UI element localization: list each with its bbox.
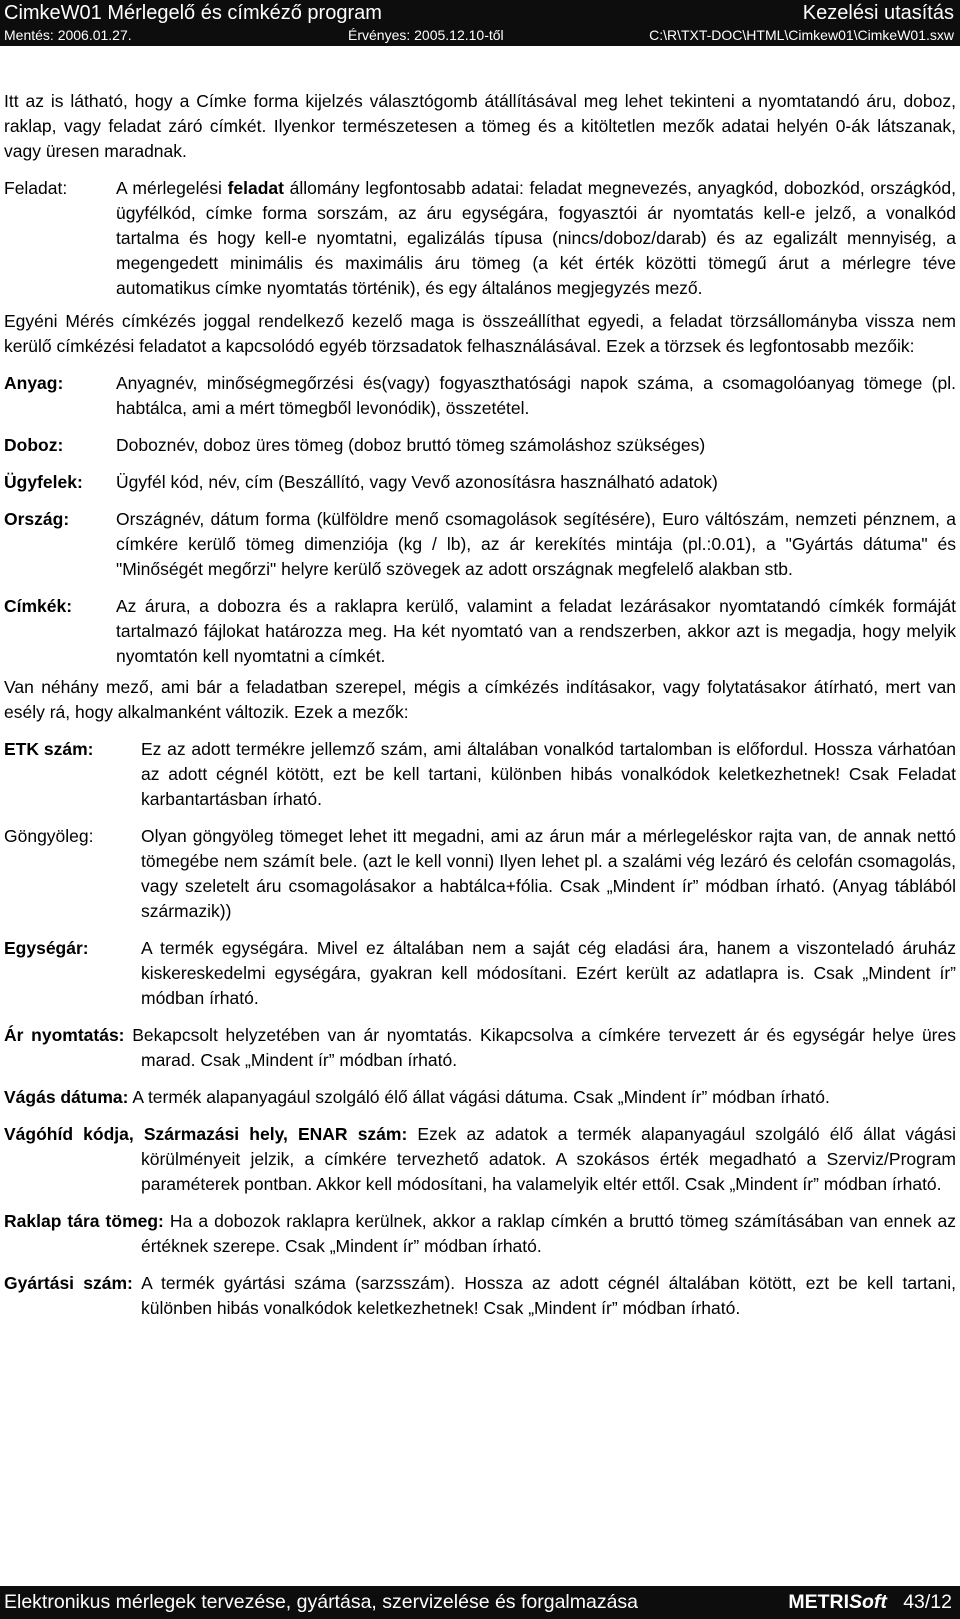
torzs-label: Címkék: — [4, 596, 73, 616]
document-body — [4, 89, 956, 1321]
extra-entry-ar-nyomtatas — [4, 1023, 956, 1073]
page-footer — [0, 1586, 960, 1619]
extra-text: Ezek az adatok a termék alapanyagául szolgáló élő állat vágási körülményeit jelzik, a címkére tervezhető adatok. A szokásos érték megadható a Szerviz/Program paraméterek pontban. Akkor kell módosítani, ha valamelyik eltér ettől. Csak „Mindent ír” módban írható. — [141, 1124, 956, 1194]
header-app-title: CimkeW01 Mérlegelő és címkéző program — [4, 2, 382, 24]
intro-paragraph: Itt az is látható, hogy a Címke forma kijelzés választógomb átállításával meg lehet tekinteni a nyomtatandó áru, doboz, raklap, vagy feladat záró címkét. Ilyenkor természetesen a tömeg és a kitöltetlen mezők adatai helyén 0-ák látszanak, vagy üresen maradnak. — [4, 91, 956, 161]
extra-label: Vágás dátuma: — [4, 1087, 129, 1107]
torzs-text: Ügyfél kód, név, cím (Beszállító, vagy Vevő azonosításra használható adatok) — [116, 472, 718, 492]
extra-entry-raklap-tara — [4, 1209, 956, 1259]
page-header — [0, 0, 960, 46]
mezo-entry-egysegar — [4, 936, 956, 1011]
torzs-entry-doboz — [4, 433, 956, 458]
page-number: 43/12 — [903, 1591, 952, 1613]
footer-text: Elektronikus mérlegek tervezése, gyártása, szervizelése és forgalmazása — [4, 1591, 639, 1613]
extra-text: A termék alapanyagául szolgáló élő állat vágási dátuma. Csak „Mindent ír” módban írható. — [128, 1087, 830, 1107]
mezo-text: Olyan göngyöleg tömeget lehet itt megadni, ami az árun már a mérlegeléskor rajta van, de annak nettó tömegébe nem számít bele. (azt le kell vonni) Ilyen lehet pl. a szalámi vég lezáró és celofán csomagolás, vagy szeletelt áru csomagolásakor a habtálca+fólia. Csak „Mindent ír” módban írható. (Anyag táblából származik)) — [141, 826, 956, 921]
header-valid-date: Érvényes: 2005.12.10-től — [348, 27, 504, 43]
feladat-keyword: feladat — [227, 178, 284, 198]
brand-logo-text: METRISoft — [788, 1591, 887, 1613]
torzs-entry-cimkek — [4, 594, 956, 669]
mezo-label: ETK szám: — [4, 739, 94, 759]
mezo-label: Göngyöleg: — [4, 826, 94, 846]
van-nehany-paragraph: Van néhány mező, ami bár a feladatban szerepel, mégis a címkézés indításakor, vagy folytatásakor átírható, mert van esély rá, hogy alkalmanként változik. Ezek a mezők: — [4, 677, 956, 722]
torzs-text: Doboznév, doboz üres tömeg (doboz bruttó tömeg számoláshoz szükséges) — [116, 435, 706, 455]
feladat-text: A mérlegelési feladat állomány legfontosabb adatai: feladat megnevezés, anyagkód, dobozkód, országkód, ügyfélkód, címke forma sorszám, az áru egységára, fogyasztói ár nyomtatás kell-e jelző, a vonalkód tartalma és hogy kell-e nyomtatni, egalizálás típusa (nincs/doboz/darab) és az egalizált mennyiség, a megengedett minimális és maximális áru tömeg (a két érték közötti tömegű árut a mérlegre téve automatikus címke nyomtatás történik), és egy általános megjegyzés mező. — [116, 178, 956, 298]
extra-label: Raklap tára tömeg: — [4, 1211, 164, 1231]
header-saved-date: Mentés: 2006.01.27. — [4, 27, 132, 43]
extra-entry-vagohid — [4, 1122, 956, 1197]
extra-text: Bekapcsolt helyzetében van ár nyomtatás. Kikapcsolva a címkére tervezett ár és egységár helye üres marad. Csak „Mindent ír” módban írható. — [124, 1025, 956, 1070]
feladat-label: Feladat: — [4, 178, 68, 198]
torzs-text: Országnév, dátum forma (külföldre menő csomagolások segítésére), Euro váltószám, nemzeti pénznem, a címkére kerülő tömeg dimenziója (kg / lb), az ár kerekítés mintája (pl.:0.01), a "Gyártás dátuma" és "Minőségét megőrzi" helyre kerülő szövegek az adott országnak megfelelő alakban stb. — [116, 509, 956, 579]
extra-label: Vágóhíd kódja, Származási hely, ENAR szám: — [4, 1124, 408, 1144]
extra-text: A termék gyártási száma (sarzsszám). Hossza az adott cégnél általában kötött, ezt be kell tartani, különben hibás vonalkódok keletkezhetnek! Csak „Mindent ír” módban írható. — [132, 1273, 956, 1318]
torzs-label: Anyag: — [4, 373, 64, 393]
torzs-entry-orszag — [4, 507, 956, 582]
egyeni-paragraph: Egyéni Mérés címkézés joggal rendelkező kezelő maga is összeállíthat egyedi, a feladat törzsállományba vissza nem kerülő címkézési feladatot a kapcsolódó egyéb törzsadatok felhasználásával. Ezek a törzsek és legfontosabb mezőik: — [4, 311, 956, 356]
torzs-label: Ország: — [4, 509, 70, 529]
mezo-label: Egységár: — [4, 938, 89, 958]
header-file-path: C:\R\TXT-DOC\HTML\Cimkew01\CimkeW01.sxw — [649, 27, 954, 43]
extra-entry-vagas-datuma — [4, 1085, 956, 1110]
feladat-entry — [4, 176, 956, 301]
mezo-entry-gongyoleg — [4, 824, 956, 924]
torzs-entry-ugyfelek — [4, 470, 956, 495]
mezo-text: Ez az adott termékre jellemző szám, ami általában vonalkód tartalomban is előfordul. Hossza várhatóan az adott cégnél kötött, ezt be kell tartani, különben hibás vonalkódok keletkezhetnek! Csak Feladat karbantartásban írható. — [141, 739, 956, 809]
mezo-text: A termék egységára. Mivel ez általában nem a saját cég eladási ára, hanem a viszonteladó áruház kiskereskedelmi egységára, gyakran kell módosítani. Ezért került az adatlapra is. Csak „Mindent ír” módban írható. — [141, 938, 956, 1008]
header-doc-type: Kezelési utasítás — [802, 2, 954, 24]
extra-label: Gyártási szám: — [4, 1273, 133, 1293]
extra-label: Ár nyomtatás: — [4, 1025, 125, 1045]
torzs-label: Ügyfelek: — [4, 472, 83, 492]
mezo-entry-etk — [4, 737, 956, 812]
torzs-label: Doboz: — [4, 435, 64, 455]
torzs-entry-anyag — [4, 371, 956, 421]
torzs-text: Anyagnév, minőségmegőrzési és(vagy) fogyaszthatósági napok száma, a csomagolóanyag tömege (pl. habtálca, ami a mért tömegből levonódik), összetétel. — [116, 373, 956, 418]
footer-right — [788, 1591, 952, 1614]
extra-text: Ha a dobozok raklapra kerülnek, akkor a raklap címkén a bruttó tömeg számításában van ennek az értéknek szerepe. Csak „Mindent ír” módban írható. — [141, 1211, 956, 1256]
extra-entry-gyartasi-szam — [4, 1271, 956, 1321]
torzs-text: Az árura, a dobozra és a raklapra kerülő, valamint a feladat lezárásakor nyomtatandó címkék formáját tartalmazó fájlokat határozza meg. Ha két nyomtató van a rendszerben, akkor azt is megadja, hogy melyik nyomtatón kell nyomtatni a címkét. — [116, 596, 956, 666]
